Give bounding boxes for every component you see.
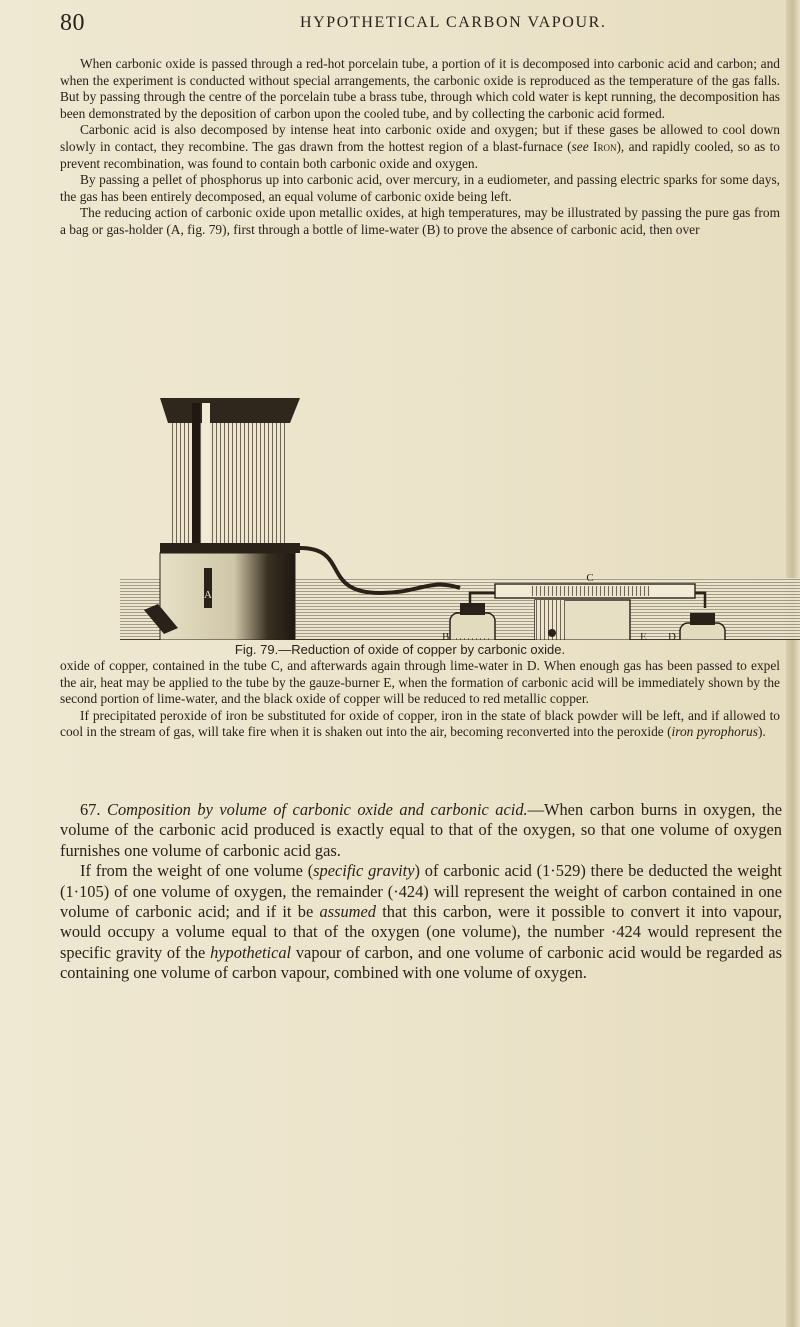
section-title: Composition by volume of carbonic oxide and carbonic acid.	[107, 800, 528, 819]
figure-apparatus	[120, 378, 800, 640]
paragraph: oxide of copper, contained in the tube C, and afterwards again through lime-water in D. When enough gas has been passed to expel the air, heat may be applied to the tube by the gauze-burner E, when the formation of carbonic acid will be immediately shown by the second portion of lime-water, and the black oxide of copper will be reduced to red metallic copper.	[60, 658, 780, 707]
see-reference: see	[571, 138, 589, 154]
text-block-middle	[60, 658, 780, 741]
section-number: 67.	[80, 800, 101, 819]
paragraph: Carbonic acid is also decomposed by intense heat into carbonic oxide and oxygen; but if these gases be allowed to cool down slowly in contact, they recombine. The gas drawn from the hottest region of a blast-furnace (see Iron), and rapidly cooled, so as to prevent recombination, was found to contain both carbonic oxide and oxygen.	[60, 122, 780, 171]
label-d: D	[668, 631, 676, 640]
paragraph: If from the weight of one volume (specific gravity) of carbonic acid (1·529) there be deducted the weight (1·105) of one volume of oxygen, the remainder (·424) will represent the weight of carbon contained in one volume of carbonic acid; and if it be assumed that this carbon, were it possible to convert it into vapour, would occupy a volume equal to that of the oxygen (one volume), the number ·424 would represent the specific gravity of the hypothetical vapour of carbon, and one volume of carbonic acid would be regarded as containing one volume of carbon vapour, combined with one volume of oxygen.	[60, 861, 782, 983]
page-edge	[786, 0, 800, 1327]
gauze-burner	[535, 600, 647, 640]
running-head: HYPOTHETICAL CARBON VAPOUR.	[300, 14, 607, 31]
gas-holder	[144, 398, 300, 640]
page-number: 80	[60, 10, 85, 36]
figure-caption: Fig. 79.—Reduction of oxide of copper by carbonic oxide.	[234, 642, 566, 657]
paragraph: 67. Composition by volume of carbonic oxide and carbonic acid.—When carbon burns in oxygen, the volume of the carbonic acid produced is exactly equal to that of the oxygen, so that one volume of oxygen furnishes one volume of carbonic acid gas.	[60, 800, 782, 860]
iron-pyrophorus: iron pyrophorus	[671, 724, 758, 740]
iron-reference: Iron	[592, 138, 617, 154]
label-a: A	[204, 589, 212, 601]
page-header	[60, 10, 780, 42]
label-e: E	[640, 631, 647, 640]
paragraph: By passing a pellet of phosphorus up into carbonic acid, over mercury, in a eudiometer, and passing electric sparks for some days, the gas has been entirely decomposed, an equal volume of carbonic oxide being left.	[60, 172, 780, 204]
paragraph: When carbonic oxide is passed through a red-hot porcelain tube, a portion of it is decomposed into carbonic acid and carbon; and when the experiment is conducted without special arrangements, the carbonic oxide is reproduced as the temperature of the gas falls. But by passing through the centre of the porcelain tube a brass tube, through which cold water is kept running, the decomposition has been demonstrated by the deposition of carbon upon the cooled tube, and by collecting the carbonic acid formed.	[60, 56, 780, 121]
apparatus-illustration	[120, 378, 800, 640]
label-b: B	[442, 631, 450, 640]
text-block-upper	[60, 56, 780, 239]
label-c: C	[586, 572, 594, 584]
paragraph: If precipitated peroxide of iron be substituted for oxide of copper, iron in the state of black powder will be left, and if allowed to cool in the stream of gas, will take fire when it is shaken out into the air, becoming reconverted into the peroxide (iron pyrophorus).	[60, 707, 780, 740]
paragraph: The reducing action of carbonic oxide upon metallic oxides, at high temperatures, may be illustrated by passing the pure gas from a bag or gas-holder (A, fig. 79), first through a bottle of lime-water (B) to prove the absence of carbonic acid, then over	[60, 205, 780, 237]
section-67	[60, 800, 782, 984]
